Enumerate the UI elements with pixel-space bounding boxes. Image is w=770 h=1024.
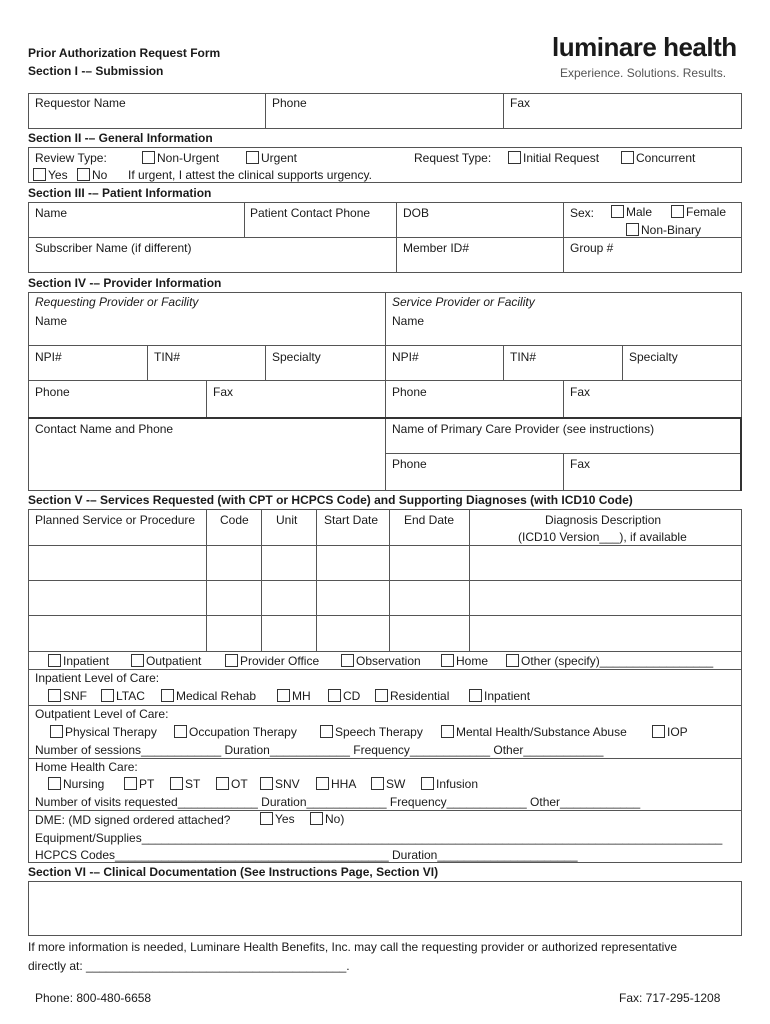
inpatient-level-title: Inpatient Level of Care: xyxy=(35,671,160,685)
non-urgent-checkbox[interactable] xyxy=(142,151,155,164)
contact-name-phone-field[interactable]: Contact Name and Phone xyxy=(35,422,174,436)
svc-provider-name-field[interactable]: Name xyxy=(392,314,425,328)
dme-no-option[interactable]: No) xyxy=(310,812,344,826)
op-iop[interactable]: IOP xyxy=(652,725,688,739)
op-speech-therapy[interactable]: Speech Therapy xyxy=(320,725,423,739)
op-occupation-therapy[interactable]: Occupation Therapy xyxy=(174,725,297,739)
urgent-option[interactable]: Urgent xyxy=(246,151,297,165)
svc-fax-field[interactable]: Fax xyxy=(570,385,591,399)
initial-request-option[interactable]: Initial Request xyxy=(508,151,599,165)
section-4-title: Section IV -– Provider Information xyxy=(28,276,222,290)
col-icd10-version: (ICD10 Version___), if available xyxy=(518,530,687,544)
req-tin-field[interactable]: TIN# xyxy=(154,350,181,364)
non-binary-checkbox[interactable] xyxy=(626,223,639,236)
svc-specialty-field[interactable]: Specialty xyxy=(629,350,678,364)
footer-phone: Phone: 800-480-6658 xyxy=(35,991,152,1005)
ltac-checkbox[interactable] xyxy=(101,689,114,702)
req-provider-name-field[interactable]: Name xyxy=(35,314,68,328)
other-checkbox[interactable] xyxy=(506,654,519,667)
dob-field[interactable]: DOB xyxy=(403,206,430,220)
form-title: Prior Authorization Request Form xyxy=(28,46,221,60)
ip-inpatient-checkbox[interactable] xyxy=(469,689,482,702)
attest-no-checkbox[interactable] xyxy=(77,168,90,181)
luminare-logo: luminare health xyxy=(552,32,737,62)
hh-ot[interactable]: OT xyxy=(216,777,248,791)
ip-cd[interactable]: CD xyxy=(328,689,360,703)
ot-checkbox[interactable] xyxy=(216,777,229,790)
attest-text: If urgent, I attest the clinical supports urgency. xyxy=(128,168,372,182)
op-physical-therapy[interactable]: Physical Therapy xyxy=(50,725,157,739)
occupation-therapy-checkbox[interactable] xyxy=(174,725,187,738)
requestor-phone-field[interactable]: Phone xyxy=(272,96,307,110)
attest-yes-checkbox[interactable] xyxy=(33,168,46,181)
provider-office-checkbox[interactable] xyxy=(225,654,238,667)
medical-rehab-checkbox[interactable] xyxy=(161,689,174,702)
ip-snf[interactable]: SNF xyxy=(48,689,87,703)
requestor-fax-field[interactable]: Fax xyxy=(510,96,531,110)
logo-tagline: Experience. Solutions. Results. xyxy=(560,66,727,80)
mh-checkbox[interactable] xyxy=(277,689,290,702)
home-health-title: Home Health Care: xyxy=(35,760,138,774)
concurrent-option[interactable]: Concurrent xyxy=(621,151,695,165)
section-2-title: Section II -– General Information xyxy=(28,131,213,145)
male-option[interactable]: Male xyxy=(611,205,652,219)
non-binary-option[interactable]: Non-Binary xyxy=(626,223,701,237)
ip-residential[interactable]: Residential xyxy=(375,689,449,703)
hh-snv[interactable]: SNV xyxy=(260,777,300,791)
male-checkbox[interactable] xyxy=(611,205,624,218)
svc-phone-field[interactable]: Phone xyxy=(392,385,427,399)
hha-checkbox[interactable] xyxy=(316,777,329,790)
non-urgent-option[interactable]: Non-Urgent xyxy=(142,151,219,165)
footer-info-text: If more information is needed, Luminare Health Benefits, Inc. may call the requesting provider or authorized representative xyxy=(28,940,678,954)
request-type-label: Request Type: xyxy=(414,151,492,165)
dme-no-checkbox[interactable] xyxy=(310,812,323,825)
outpatient-checkbox[interactable] xyxy=(131,654,144,667)
requesting-provider-heading: Requesting Provider or Facility xyxy=(35,295,199,309)
pt-checkbox[interactable] xyxy=(124,777,137,790)
female-option[interactable]: Female xyxy=(671,205,726,219)
hcpcs-codes-line[interactable]: HCPCS Codes_________________________________________ Duration_____________________ xyxy=(35,848,578,862)
req-phone-field[interactable]: Phone xyxy=(35,385,70,399)
snf-checkbox[interactable] xyxy=(48,689,61,702)
attest-yes-option[interactable]: Yes xyxy=(33,168,68,182)
svc-tin-field[interactable]: TIN# xyxy=(510,350,537,364)
snv-checkbox[interactable] xyxy=(260,777,273,790)
requestor-name-field[interactable]: Requestor Name xyxy=(35,96,126,110)
cd-checkbox[interactable] xyxy=(328,689,341,702)
female-checkbox[interactable] xyxy=(671,205,684,218)
ip-inpatient[interactable]: Inpatient xyxy=(469,689,530,703)
hh-nursing[interactable]: Nursing xyxy=(48,777,104,791)
hh-sw[interactable]: SW xyxy=(371,777,405,791)
inpatient-checkbox[interactable] xyxy=(48,654,61,667)
setting-inpatient[interactable]: Inpatient xyxy=(48,654,109,668)
urgent-checkbox[interactable] xyxy=(246,151,259,164)
speech-therapy-checkbox[interactable] xyxy=(320,725,333,738)
subscriber-name-field[interactable]: Subscriber Name (if different) xyxy=(35,241,192,255)
dme-label: DME: (MD signed ordered attached? xyxy=(35,813,231,827)
op-mental-health[interactable]: Mental Health/Substance Abuse xyxy=(441,725,627,739)
observation-checkbox[interactable] xyxy=(341,654,354,667)
patient-name-field[interactable]: Name xyxy=(35,206,68,220)
col-start-date: Start Date xyxy=(324,513,379,527)
st-checkbox[interactable] xyxy=(170,777,183,790)
section-5-title: Section V -– Services Requested (with CPT or HCPCS Code) and Supporting Diagnoses (with ICD10 Code) xyxy=(28,493,633,507)
req-specialty-field[interactable]: Specialty xyxy=(272,350,321,364)
member-id-field[interactable]: Member ID# xyxy=(403,241,470,255)
setting-other[interactable]: Other (specify)_________________ xyxy=(506,654,713,668)
iop-checkbox[interactable] xyxy=(652,725,665,738)
col-code: Code xyxy=(220,513,249,527)
outpatient-level-title: Outpatient Level of Care: xyxy=(35,707,169,721)
hh-hha[interactable]: HHA xyxy=(316,777,356,791)
hh-infusion[interactable]: Infusion xyxy=(421,777,478,791)
section-1-box xyxy=(28,93,742,129)
concurrent-checkbox[interactable] xyxy=(621,151,634,164)
svc-npi-field[interactable]: NPI# xyxy=(392,350,419,364)
col-end-date: End Date xyxy=(404,513,455,527)
footer-directly-line[interactable]: directly at: _______________________________________. xyxy=(28,959,350,973)
review-type-label: Review Type: xyxy=(35,151,107,165)
section-1-title: Section I -– Submission xyxy=(28,64,164,78)
setting-home[interactable]: Home xyxy=(441,654,488,668)
group-number-field[interactable]: Group # xyxy=(570,241,614,255)
residential-checkbox[interactable] xyxy=(375,689,388,702)
footer-fax: Fax: 717-295-1208 xyxy=(619,991,721,1005)
op-sessions-line[interactable]: Number of sessions____________ Duration____________ Frequency____________ Other____________ xyxy=(35,743,604,757)
clinical-documentation-box[interactable] xyxy=(28,881,742,936)
physical-therapy-checkbox[interactable] xyxy=(50,725,63,738)
attest-no-option[interactable]: No xyxy=(77,168,107,182)
col-diagnosis-description: Diagnosis Description xyxy=(545,513,662,527)
dme-yes-option[interactable]: Yes xyxy=(260,812,295,826)
pcp-fax-field[interactable]: Fax xyxy=(570,457,591,471)
hh-st[interactable]: ST xyxy=(170,777,200,791)
setting-provider-office[interactable]: Provider Office xyxy=(225,654,319,668)
pcp-name-field[interactable]: Name of Primary Care Provider (see instructions) xyxy=(392,422,655,436)
section-3-title: Section III -– Patient Information xyxy=(28,186,212,200)
initial-request-checkbox[interactable] xyxy=(508,151,521,164)
nursing-checkbox[interactable] xyxy=(48,777,61,790)
req-npi-field[interactable]: NPI# xyxy=(35,350,62,364)
col-unit: Unit xyxy=(276,513,298,527)
ip-medical-rehab[interactable]: Medical Rehab xyxy=(161,689,256,703)
hh-visits-line[interactable]: Number of visits requested____________ Duration____________ Frequency____________ Other____________ xyxy=(35,795,641,809)
setting-observation[interactable]: Observation xyxy=(341,654,421,668)
req-fax-field[interactable]: Fax xyxy=(213,385,234,399)
col-planned-service: Planned Service or Procedure xyxy=(35,513,196,527)
mental-health-checkbox[interactable] xyxy=(441,725,454,738)
hh-pt[interactable]: PT xyxy=(124,777,154,791)
setting-outpatient[interactable]: Outpatient xyxy=(131,654,201,668)
equipment-supplies-line[interactable]: Equipment/Supplies_______________________________________________________________________________________ xyxy=(35,831,723,845)
dme-yes-checkbox[interactable] xyxy=(260,812,273,825)
ip-ltac[interactable]: LTAC xyxy=(101,689,145,703)
sex-label: Sex: xyxy=(570,206,595,220)
home-checkbox[interactable] xyxy=(441,654,454,667)
infusion-checkbox[interactable] xyxy=(421,777,434,790)
section-6-title: Section VI -– Clinical Documentation (See Instructions Page, Section VI) xyxy=(28,865,439,879)
sw-checkbox[interactable] xyxy=(371,777,384,790)
patient-contact-phone-field[interactable]: Patient Contact Phone xyxy=(250,206,371,220)
ip-mh[interactable]: MH xyxy=(277,689,311,703)
pcp-phone-field[interactable]: Phone xyxy=(392,457,427,471)
service-provider-heading: Service Provider or Facility xyxy=(392,295,535,309)
